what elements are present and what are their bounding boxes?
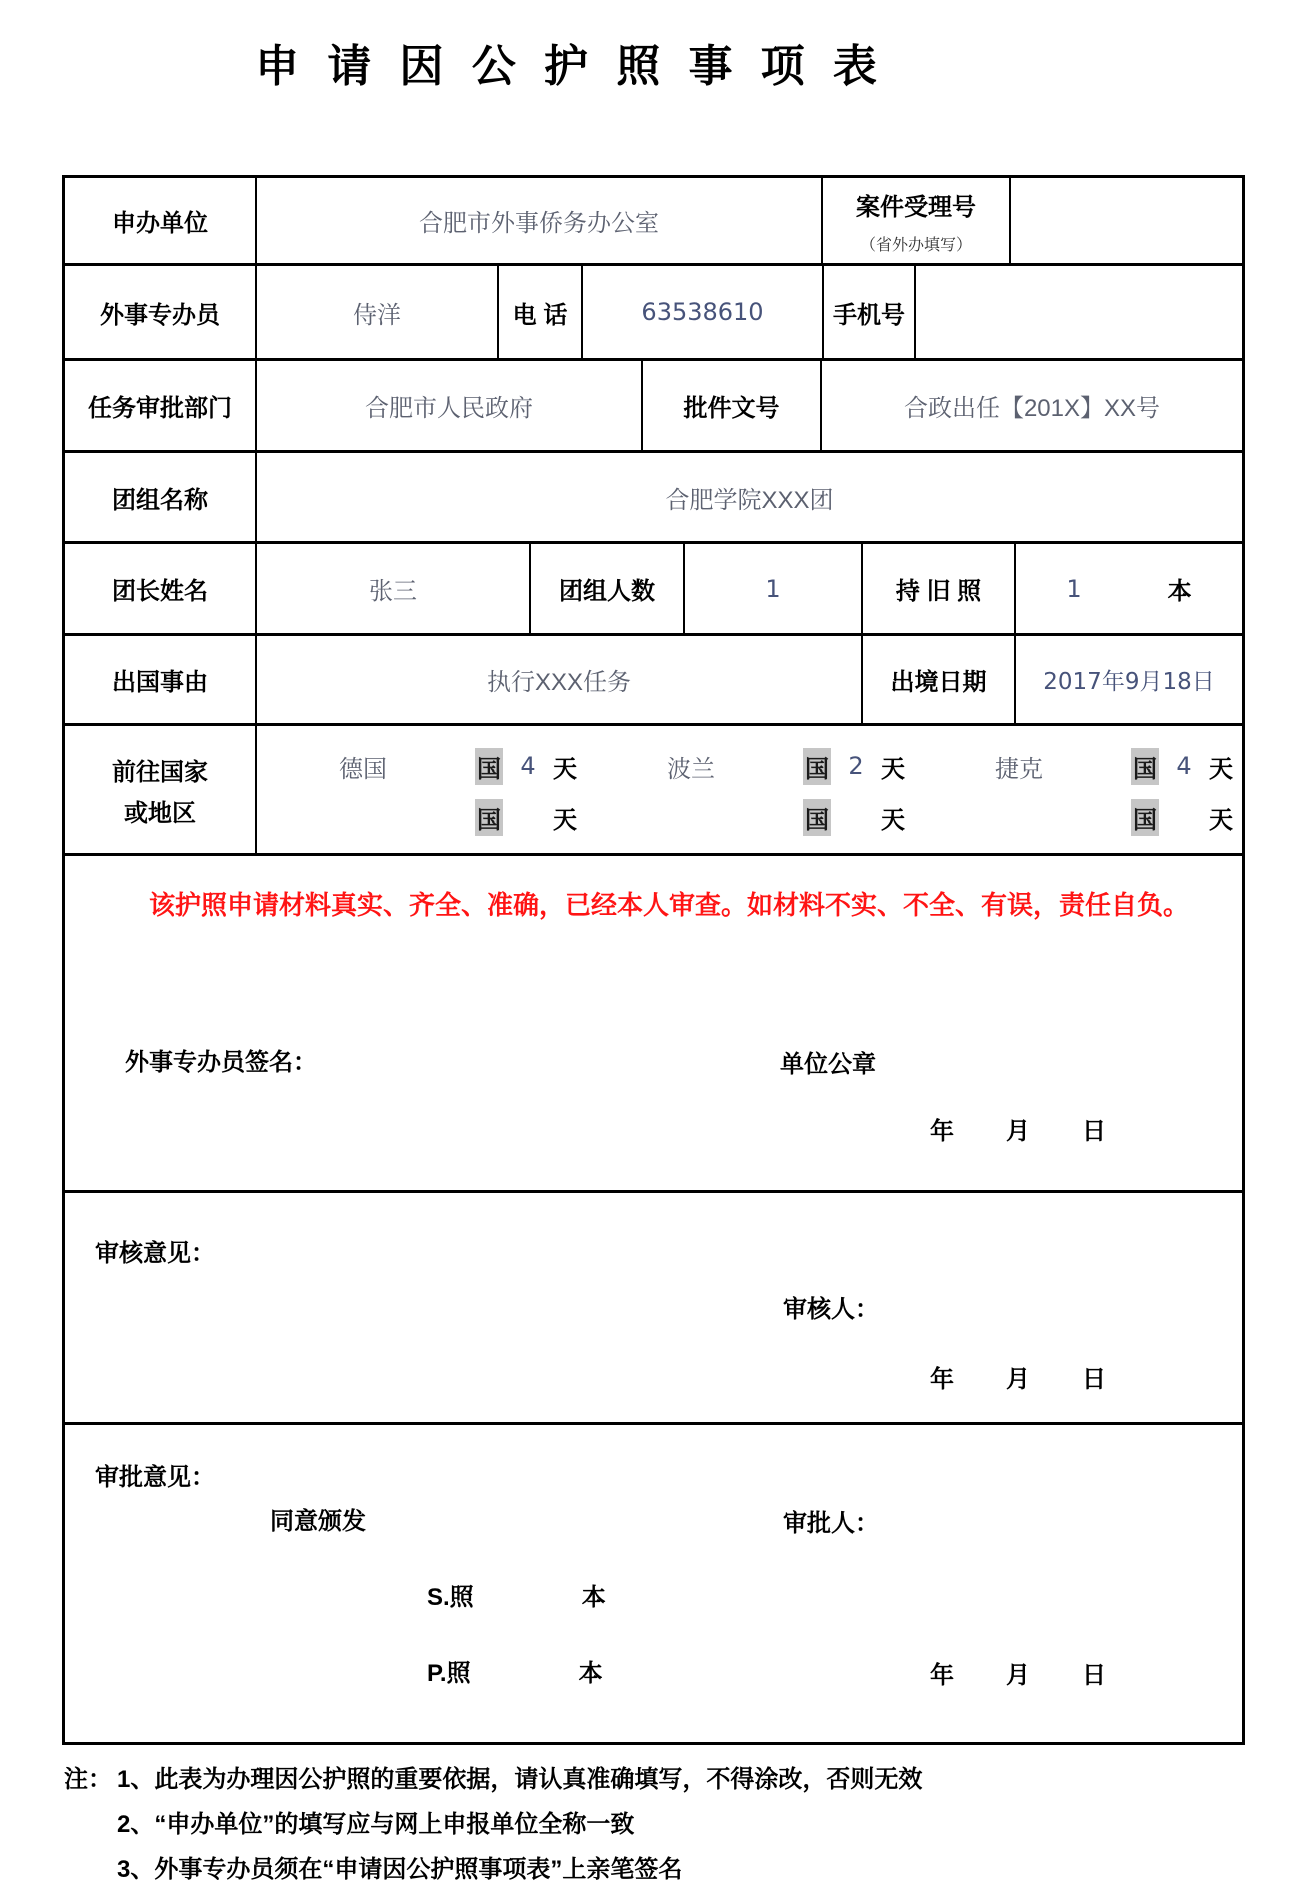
approver-label: 审批人： (783, 1510, 879, 1537)
application-form-table (62, 175, 1245, 1745)
approval-doc-label: 批件文号 (643, 361, 822, 450)
case-number-label: 案件受理号 (856, 193, 976, 221)
p-passport-label: P.照 (427, 1660, 471, 1687)
row-task-approval-dept (65, 361, 1242, 453)
destination-slot (257, 748, 585, 785)
destination-slot (913, 748, 1241, 785)
day-label: 日 (1082, 1366, 1106, 1393)
phone-label: 电 话 (499, 266, 583, 358)
case-number-value[interactable] (1011, 178, 1242, 263)
case-number-label-cell (823, 178, 1011, 263)
review-opinion-label: 审核意见： (95, 1240, 215, 1267)
month-label: 月 (1006, 1662, 1030, 1689)
country-suffix-field[interactable]: 国 (1131, 748, 1159, 785)
month-label: 月 (1006, 1366, 1030, 1393)
approval-doc-value[interactable]: 合政出任【201X】XX号 (903, 395, 1161, 422)
year-label: 年 (930, 1662, 954, 1689)
note-line-3 (64, 1847, 922, 1892)
group-size-label: 团组人数 (531, 544, 685, 633)
applicant-unit-value[interactable]: 合肥市外事侨务办公室 (257, 178, 823, 263)
declaration-statement: 该护照申请材料真实、齐全、准确，已经本人审查。如材料不实、不全、有误，责任自负。 (149, 890, 1190, 920)
task-dept-value[interactable]: 合肥市人民政府 (257, 361, 643, 450)
row-travel-reason (65, 636, 1242, 726)
old-passport-unit: 本 (1167, 578, 1192, 605)
days-unit-label: 天 (1209, 806, 1233, 834)
s-passport-label: S.照 (427, 1584, 474, 1611)
row-group-name (65, 453, 1242, 544)
review-date-line (930, 1359, 1106, 1394)
group-size-value[interactable]: 1 (685, 544, 863, 633)
country-field[interactable]: 捷克 (995, 755, 1043, 783)
day-label: 日 (1082, 1662, 1106, 1689)
year-label: 年 (930, 1118, 954, 1145)
s-passport-unit: 本 (581, 1584, 606, 1611)
row-approval-opinion (65, 1425, 1242, 1742)
officer-name-value[interactable]: 侍洋 (257, 266, 499, 358)
destinations-label-line2: 或地区 (124, 799, 196, 827)
days-field[interactable]: 4 (520, 752, 536, 780)
month-label: 月 (1006, 1118, 1030, 1145)
officer-label: 外事专办员 (65, 266, 257, 358)
row-declaration (65, 856, 1242, 1193)
approval-opinion-label: 审批意见： (95, 1464, 215, 1491)
task-dept-label: 任务审批部门 (65, 361, 257, 450)
days-unit-label: 天 (881, 755, 905, 783)
note-line-2 (64, 1802, 922, 1847)
days-unit-label: 天 (553, 755, 577, 783)
country-field[interactable]: 波兰 (667, 755, 715, 783)
p-passport-line (427, 1653, 603, 1688)
destination-slot-empty (257, 799, 585, 836)
officer-signature-label: 外事专办员签名： (125, 1049, 317, 1076)
day-label: 日 (1082, 1118, 1106, 1145)
mobile-value[interactable] (916, 266, 1242, 358)
unit-seal-label: 单位公章 (780, 1051, 876, 1078)
page-title: 申 请 因 公 护 照 事 项 表 (255, 42, 885, 91)
days-unit-label: 天 (881, 806, 905, 834)
declaration-date-line (930, 1111, 1106, 1146)
destinations-label (65, 726, 257, 853)
note-line-1 (64, 1757, 922, 1802)
group-name-value[interactable]: 合肥学院XXX团 (665, 486, 834, 514)
country-suffix-field[interactable]: 国 (475, 799, 503, 836)
country-suffix-field[interactable]: 国 (475, 748, 503, 785)
destinations-line-1 (257, 748, 1241, 785)
destination-slot-empty (585, 799, 913, 836)
old-passport-count[interactable]: 1 (1066, 574, 1082, 603)
travel-reason-label: 出国事由 (65, 636, 257, 723)
old-passport-label: 持 旧 照 (863, 544, 1016, 633)
destinations-cell (257, 726, 1242, 853)
days-field[interactable]: 4 (1176, 752, 1192, 780)
country-suffix-field[interactable]: 国 (803, 748, 831, 785)
leader-name-value[interactable]: 张三 (257, 544, 531, 633)
note-prefix: 注： (64, 1766, 112, 1793)
applicant-unit-label: 申办单位 (65, 178, 257, 263)
note-text: 2、“申办单位”的填写应与网上申报单位全称一致 (117, 1811, 635, 1838)
days-unit-label: 天 (1209, 755, 1233, 783)
approval-date-line (930, 1655, 1106, 1690)
country-suffix-field[interactable]: 国 (1131, 799, 1159, 836)
row-review-opinion (65, 1193, 1242, 1425)
p-passport-unit: 本 (578, 1660, 603, 1687)
phone-value[interactable]: 63538610 (583, 266, 824, 358)
reviewer-label: 审核人： (783, 1296, 879, 1323)
footer-notes (64, 1757, 922, 1892)
destination-slot (585, 748, 913, 785)
year-label: 年 (930, 1366, 954, 1393)
days-field[interactable]: 2 (848, 752, 864, 780)
country-suffix-field[interactable]: 国 (803, 799, 831, 836)
case-number-note: （省外办填写） (859, 236, 972, 254)
travel-reason-value[interactable]: 执行XXX任务 (257, 636, 863, 723)
destinations-line-2 (257, 799, 1241, 836)
departure-date-label: 出境日期 (863, 636, 1016, 723)
destinations-label-line1: 前往国家 (112, 758, 208, 786)
destination-slot-empty (913, 799, 1241, 836)
leader-name-label: 团长姓名 (65, 544, 257, 633)
departure-date-value[interactable]: 2017年9月18日 (1043, 669, 1215, 695)
days-unit-label: 天 (553, 806, 577, 834)
row-group-leader (65, 544, 1242, 636)
mobile-label: 手机号 (824, 266, 916, 358)
approval-decision[interactable]: 同意颁发 (270, 1508, 366, 1535)
group-name-label: 团组名称 (65, 453, 257, 541)
note-text: 1、此表为办理因公护照的重要依据，请认真准确填写，不得涂改，否则无效 (117, 1766, 923, 1793)
note-text: 3、外事专办员须在“申请因公护照事项表”上亲笔签名 (117, 1856, 683, 1883)
row-destinations (65, 726, 1242, 856)
country-field[interactable]: 德国 (339, 755, 387, 783)
old-passport-value-cell (1016, 544, 1242, 633)
s-passport-line (427, 1577, 606, 1612)
row-foreign-affairs-officer (65, 266, 1242, 361)
row-applicant-unit (65, 178, 1242, 266)
